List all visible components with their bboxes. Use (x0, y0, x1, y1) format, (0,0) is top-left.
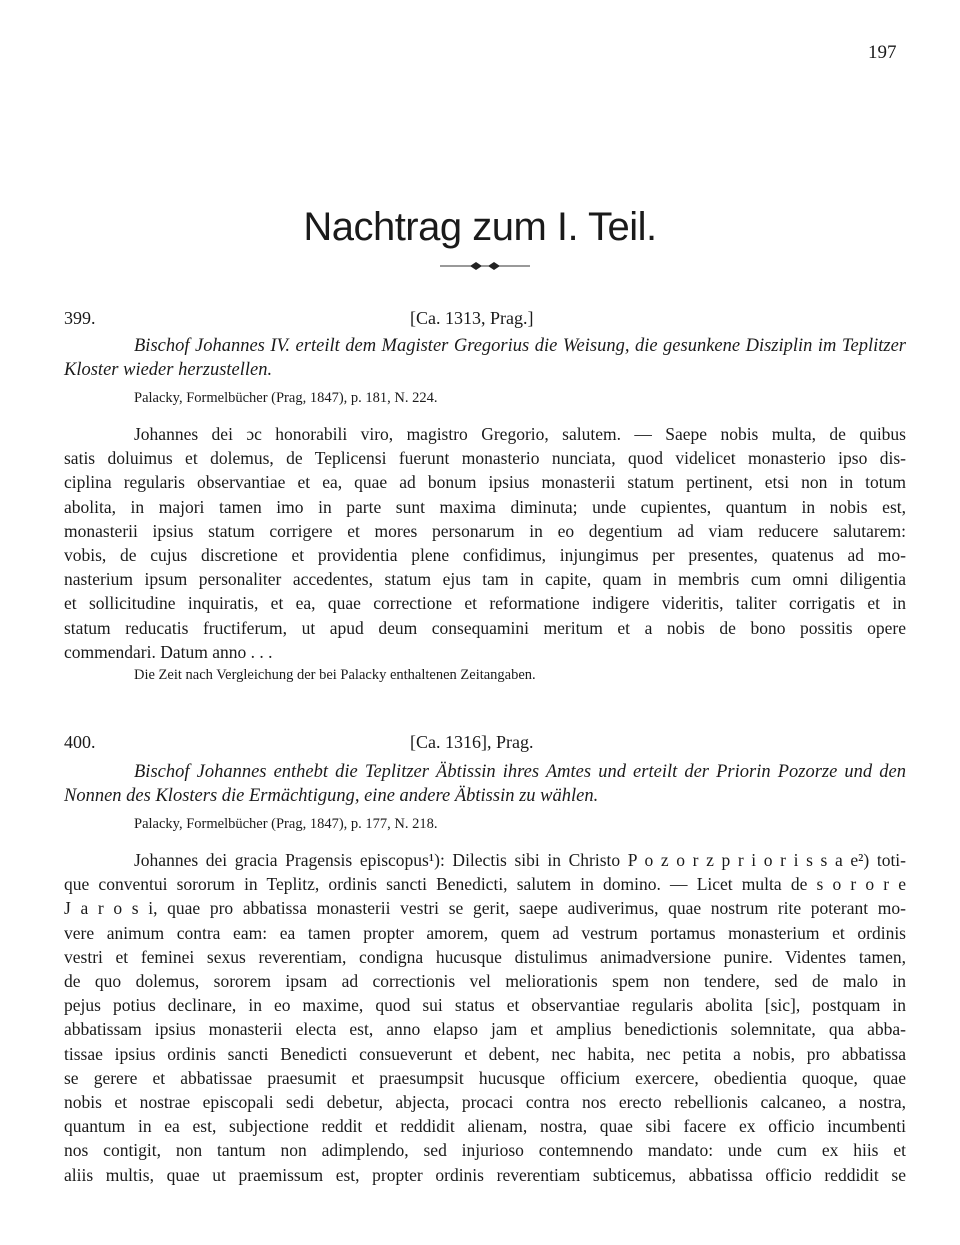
text-line: Johannes dei ɔc honorabili viro, magistro Gregorio, salutem. — Saepe nobis multa, de quibus (134, 424, 906, 444)
text-line: et sollicitudine inquiratis, et ea, quae correctione et reformatione indigere videritis, taliter corrigatis et in (64, 593, 906, 614)
entry-date: [Ca. 1313, Prag.] (410, 308, 534, 328)
entry-number: 400. (64, 732, 96, 752)
text-line: nasterium ipsum personaliter accedentes, statum ejus tam in capite, quam in membris cum omni diligentia (64, 569, 906, 590)
text-line: statum reducatis fructiferum, ut apud deum consequamini meritum et a nobis de bono possitis opere (64, 617, 906, 638)
text-line: abbatissam ipsius monasterii electa est, anno elapso jam et amplius benedictionis solemnitate, qua abba- (64, 1019, 906, 1040)
text-line: aliis multis, quae ut praemissum est, propter ordinis reverentiam subticemus, abbatissa officio reddidit se (64, 1164, 906, 1185)
entry-399-text (64, 422, 906, 664)
text-line: nobis et nostrae episcopali sedi debetur, abjecta, procaci contra nos erecto rebellionis calcaneo, a nostra, (64, 1092, 906, 1113)
entry-399-regest: Bischof Johannes IV. erteilt dem Magister Gregorius die Weisung, die gesunkene Disziplin im Teplitzer Kloster wieder herzustellen. (64, 336, 906, 380)
entry-399-note: Die Zeit nach Vergleichung der bei Palacky enthaltenen Zeitangaben. (134, 667, 536, 683)
entry-399-source: Palacky, Formelbücher (Prag, 1847), p. 181, N. 224. (134, 390, 438, 406)
text-line: nos contigit, non tantum non adimplendo, sed injurioso contemnendo mandato: unde cum ex hiis et (64, 1140, 906, 1161)
entry-400-source: Palacky, Formelbücher (Prag, 1847), p. 177, N. 218. (134, 816, 438, 832)
text-line: satis doluimus et dolemus, de Teplicensi fuerunt monasterio nunciata, quod videlicet monasterio ipso dis- (64, 448, 906, 469)
entry-399-header (0, 308, 960, 332)
text-line: de quo dolemus, sororem ipsam ad correctionis vel meliorationis spem non tendere, sed de malo in (64, 971, 906, 992)
text-line: vestri et feminei sexus reverentiam, condigna hucusque distulimus animadversione punire. Videntes tamen, (64, 946, 906, 967)
text-line: J a r o s i, quae pro abbatissa monasterii vestri se gerit, saepe audiverimus, quae nostrum rite poterant mo- (64, 898, 906, 919)
text-line: pejus potius declinare, in eo maxime, quod sui status et observantiae regularis abolita [sic], postquam in (64, 995, 906, 1016)
text-line: Johannes dei gracia Pragensis episcopus¹): Dilectis sibi in Christo P o z o r z p r i o r i s s a e²) toti- (134, 850, 906, 870)
text-line: abolita, in majori tamen imo in parte sunt maxima diminuta; unde cupientes, quantum in nobis est, (64, 496, 906, 517)
text-line: que conventui sororum in Teplitz, ordinis sancti Benedicti, salutem in domino. — Licet multa de s o r o r e (64, 874, 906, 895)
text-line: tissae ipsius ordinis sancti Benedicti consueverunt et debent, nec habita, nec petita a nobis, pro abbatissa (64, 1043, 906, 1064)
text-line: vobis, de cujus discretione et providentia plene confidimus, injungimus per presentes, quatenus ad mo- (64, 545, 906, 566)
text-line: quantum in ea est, subjectione reddit et reddidit alienam, nostra, quae sibi facere ex officio incumbenti (64, 1116, 906, 1137)
entry-400-regest: Bischof Johannes enthebt die Teplitzer Äbtissin ihres Amtes und erteilt der Priorin Pozorze und den Nonnen des Klosters die Ermächtigung, eine andere Äbtissin zu wählen. (64, 762, 906, 806)
text-line: monasterii ipsius statum corrigere et mores personarum in eo degentium ad viam reducere salutarem: (64, 520, 906, 541)
entry-date: [Ca. 1316], Prag. (410, 732, 534, 752)
entry-400-text (64, 848, 906, 1187)
text-line: se gerere et abbatissae praesumit et praesumpsit hucusque officium exercere, obedientia quoque, quae (64, 1067, 906, 1088)
text-line: ciplina regularis observantiae et ea, quae ad bonum ipsius monasterii statum pertinent, etsi non in totum (64, 472, 906, 493)
entry-400-header (0, 732, 960, 756)
ornament-divider-icon (440, 256, 530, 276)
text-line: commendari. Datum anno . . . (64, 641, 273, 662)
entry-number: 399. (64, 308, 96, 328)
page-number: 197 (868, 42, 897, 63)
text-line: vere animum contra eam: ea tamen propter amorem, quem ad vestrum portamus monasterium et ordinis (64, 922, 906, 943)
page-title: Nachtrag zum I. Teil. (303, 205, 657, 249)
